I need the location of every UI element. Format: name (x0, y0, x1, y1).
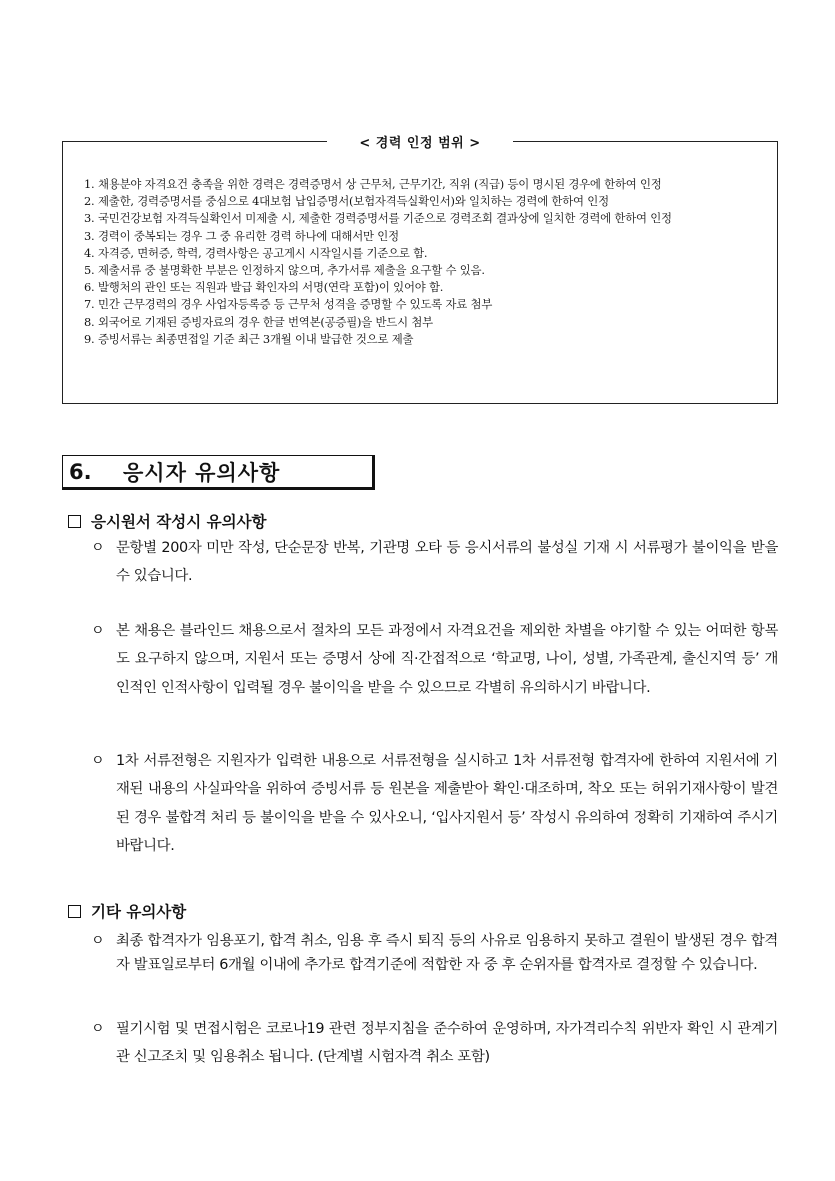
career-item (84, 245, 769, 262)
career-item-text: 제출한, 경력증명서를 중심으로 4대보험 납입증명서(보험자격득실확인서)와 일치하는 경력에 한하여 인정 (98, 194, 609, 209)
career-item (84, 331, 769, 348)
notice-paragraph (91, 747, 778, 860)
career-item-number: 4. (84, 245, 95, 260)
career-item (84, 228, 769, 245)
checkbox-square-icon (68, 515, 81, 528)
subsection-heading (68, 900, 186, 922)
career-item (84, 279, 769, 296)
section-heading (62, 455, 375, 490)
career-item-text: 채용분야 자격요건 충족을 위한 경력은 경력증명서 상 근무처, 근무기간, 직위 (직급) 등이 명시된 경우에 한하여 인정 (98, 177, 662, 191)
circle-bullet-icon: ㅇ (91, 540, 105, 556)
career-recognition-box (62, 136, 778, 404)
career-item-text: 국민건강보험 자격득실확인서 미제출 시, 제출한 경력증명서를 기준으로 경력조회 결과상에 일치한 경력에 한하여 인정 (98, 211, 672, 226)
paragraph-text: 1차 서류전형은 지원자가 입력한 내용으로 서류전형을 실시하고 1차 서류전형 합격자에 한하여 지원서에 기재된 내용의 사실파악을 위하여 증빙서류 등 원본을 제출받아 확인·대조하며, 착오 또는 허위기재사항이 발견된 경우 불합격 처리 등 불이익을 받을 수 있사오니, ‘입사지원서 등’ 작성시 유의하여 정확히 기재하여 주시기 바랍니다. (116, 753, 778, 854)
notice-paragraph (91, 534, 778, 591)
section-title: 응시자 유의사항 (123, 460, 281, 485)
paragraph-text: 본 채용은 블라인드 채용으로서 절차의 모든 과정에서 자격요건을 제외한 차별을 야기할 수 있는 어떠한 항목도 요구하지 않으며, 지원서 또는 증명서 상에 직·간접적으로 ‘학교명, 나이, 성별, 가족관계, 출신지역 등’ 개인적인 인적사항이 입력될 경우 불이익을 받을 수 있으므로 각별히 유의하시기 바랍니다. (116, 623, 778, 696)
career-item (84, 193, 769, 210)
subsection-title: 기타 유의사항 (91, 903, 187, 921)
career-item-number: 7. (84, 297, 95, 312)
section-number: 6. (69, 459, 92, 484)
career-item-text: 자격증, 면허증, 학력, 경력사항은 공고게시 시작일시를 기준으로 함. (98, 245, 428, 260)
career-item (84, 176, 769, 193)
career-item-number: 2. (84, 194, 95, 209)
career-box-title (63, 132, 777, 151)
notice-paragraph (91, 1015, 778, 1072)
paragraph-text: 문항별 200자 미만 작성, 단순문장 반복, 기관명 오타 등 응시서류의 불성실 기재 시 서류평가 불이익을 받을 수 있습니다. (116, 540, 778, 585)
career-item (84, 296, 769, 313)
subsection-title: 응시원서 작성시 유의사항 (91, 513, 267, 531)
career-item-number: 9. (84, 331, 95, 346)
career-item-number: 8. (84, 314, 95, 329)
career-box-title-text: < 경력 인정 범위 > (327, 136, 512, 151)
career-item-text: 증빙서류는 최종면접일 기준 최근 3개월 이내 발급한 것으로 제출 (98, 331, 414, 346)
checkbox-square-icon (68, 905, 81, 918)
circle-bullet-icon: ㅇ (91, 623, 105, 639)
career-item-text: 발행처의 관인 또는 직원과 발급 확인자의 서명(연락 포함)이 있어야 함. (98, 280, 444, 295)
career-item-number: 3. (84, 211, 95, 226)
career-item (84, 262, 769, 279)
career-item-text: 제출서류 중 불명확한 부분은 인정하지 않으며, 추가서류 제출을 요구할 수 있음. (98, 263, 485, 278)
career-list (84, 176, 769, 348)
notice-paragraph (91, 929, 778, 977)
career-item-text: 민간 근무경력의 경우 사업자등록증 등 근무처 성격을 증명할 수 있도록 자료 첨부 (98, 297, 493, 312)
subsection-heading (68, 510, 267, 532)
circle-bullet-icon: ㅇ (91, 1021, 105, 1037)
career-item-number: 6. (84, 280, 95, 295)
circle-bullet-icon: ㅇ (91, 933, 105, 949)
paragraph-text: 필기시험 및 면접시험은 코로나19 관련 정부지침을 준수하여 운영하며, 자가격리수칙 위반자 확인 시 관계기관 신고조치 및 임용취소 됩니다. (단계별 시험자격 취소 포함) (116, 1021, 778, 1066)
career-item-text: 외국어로 기재된 증빙자료의 경우 한글 번역본(공증필)을 반드시 첨부 (98, 314, 433, 329)
paragraph-text: 최종 합격자가 임용포기, 합격 취소, 임용 후 즉시 퇴직 등의 사유로 임용하지 못하고 결원이 발생된 경우 합격자 발표일로부터 6개월 이내에 추가로 합격기준에 적합한 자 중 후 순위자를 합격자로 결정할 수 있습니다. (116, 933, 778, 974)
career-item (84, 314, 769, 331)
career-item (84, 210, 769, 227)
career-item-number: 5. (84, 263, 95, 278)
career-item-number: 1. (84, 177, 95, 191)
circle-bullet-icon: ㅇ (91, 753, 105, 769)
career-item-number: 3. (84, 228, 95, 243)
career-item-text: 경력이 중복되는 경우 그 중 유리한 경력 하나에 대해서만 인정 (98, 228, 399, 243)
notice-paragraph (91, 617, 778, 702)
